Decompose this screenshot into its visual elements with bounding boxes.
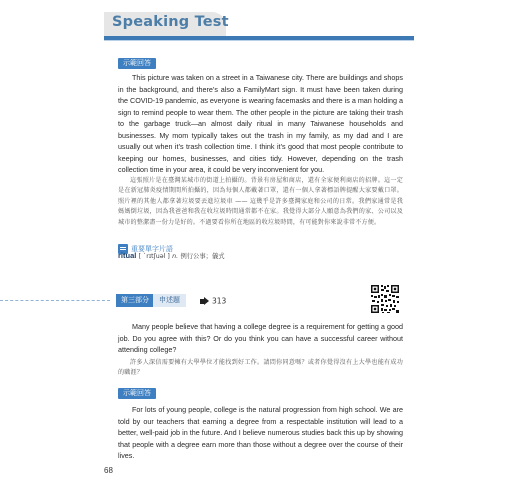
header-rule-thin <box>104 40 414 41</box>
speaker-icon[interactable] <box>200 299 205 304</box>
vocab-meaning: 例行公事；儀式 <box>180 253 225 260</box>
audio-track[interactable] <box>200 294 226 307</box>
vocab-entry <box>118 251 225 260</box>
header-title: Speaking Test <box>112 14 229 30</box>
vocab-phonetic: [ ˋrɪtʃuəl ] <box>138 253 170 260</box>
audio-track-number: 313 <box>212 296 227 306</box>
vocab-heading <box>118 238 173 253</box>
sample-answer-badge-2: 示範回答 <box>118 388 156 399</box>
sample-answer-badge: 示範回答 <box>118 58 156 69</box>
part-type-label: 申述題 <box>153 294 186 307</box>
answer-english-2: For lots of young people, college is the natural progression from high school. We are told by our teachers that earning a degree from a respectable institution will lead to a better, well-paid job in the future. And I believe numerous studies back this up by showing that people with a degree earn more than those without a degree over the course of their lives. <box>118 405 403 460</box>
page-header <box>0 4 520 40</box>
part-dash-line <box>0 300 110 302</box>
vocab-heading-label: 重要單字片語 <box>131 244 173 253</box>
page-number: 68 <box>104 466 113 475</box>
qr-code-image <box>370 284 400 314</box>
answer-english-1: This picture was taken on a street in a Taiwanese city. There are buildings and shops in the background, and there’s also a FamilyMart sign. It must have been taken during the COVID-19 pandemic, as everyone is wearing facemasks and there is a man holding a sign to remind people to wear them. The other people in the picture are taking their trash to the garbage truck—an almost daily ritual in many Taiwanese households and businesses. My mom typically takes out the trash in my family, as my dad and I are usually out when it’s trash collection time. I think it’s good that most people contribute to keeping our homes, businesses, and cities tidy. However, depending on the trash collection time in your area, it could be very inconvenient for you. <box>118 73 403 174</box>
part-bar <box>0 294 200 307</box>
vocab-word: ritual <box>118 251 137 260</box>
question-english: Many people believe that having a college degree is a requirement for getting a good job. Do you agree with this? Or do you think you can have a successful career without attending college? <box>118 322 403 354</box>
qr-code-graphic <box>370 284 400 314</box>
answer-chinese-1: 這張照片是在臺灣某城市的街道上拍攝的。背景有房屋和商店，還有全家便利商店的招牌。這一定是在新冠肺炎疫情期間所拍攝的，因為每個人都戴著口罩，還有一個人拿著標語牌提醒大家要戴口罩。照片裡的其他人都拿著垃圾要丟進垃圾車 —— 這幾乎是許多臺灣家庭和公司的日常。我們家通常是我媽媽倒垃圾，因為我爸爸和我在收垃圾時間通常都不在家。我覺得大部分人願意為我們的家、公司以及城市的整潔盡一份力是好的。不過要看你所在地區的收垃圾時間，有可能對你來說非常不方便。 <box>118 177 403 226</box>
question-chinese: 許多人深信需要擁有大學學位才能找到好工作。請問你同意嗎？或者你覺得沒有上大學也能有成功的職涯？ <box>118 359 403 377</box>
part-label: 第三部分 <box>116 294 154 307</box>
vocab-pos: n. <box>172 253 179 260</box>
